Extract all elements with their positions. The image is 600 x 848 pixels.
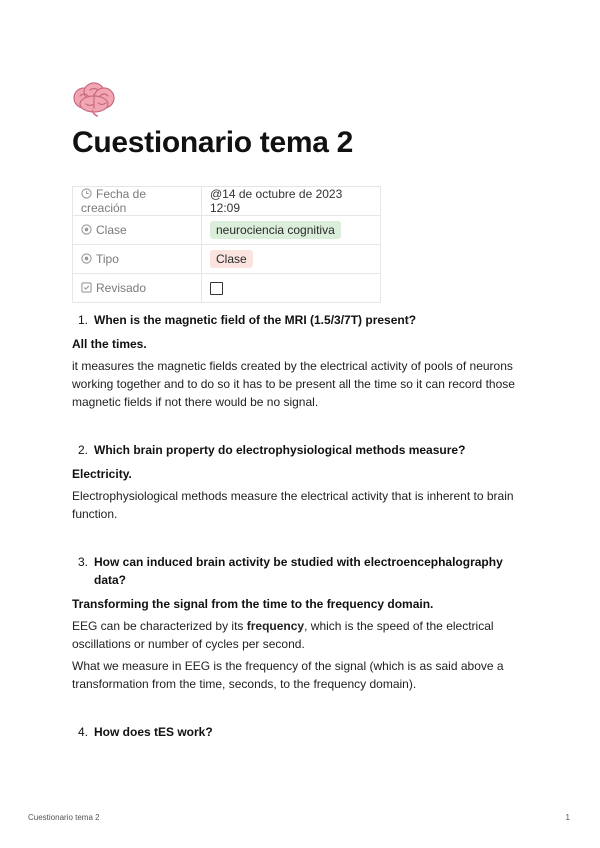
question-2 [72, 441, 532, 459]
footer-title: Cuestionario tema 2 [28, 813, 100, 822]
question-number: 1. [78, 313, 89, 327]
type-tag[interactable]: Clase [210, 250, 253, 268]
brain-icon [72, 80, 116, 118]
properties-table [72, 186, 381, 303]
question-number: 3. [78, 555, 89, 569]
question-4 [72, 723, 532, 741]
footer-page-number: 1 [565, 813, 570, 822]
property-key: Clase [96, 223, 127, 237]
answer-3: Transforming the signal from the time to the frequency domain. [72, 597, 434, 611]
question-number: 2. [78, 443, 89, 457]
property-key: Fecha de creación [81, 187, 147, 215]
question-1 [72, 311, 532, 329]
answer-1: All the times. [72, 337, 147, 351]
property-row [73, 274, 381, 303]
creation-date: @14 de octubre de 2023 12:09 [210, 187, 343, 215]
question-text: Which brain property do electrophysiological methods measure? [94, 443, 466, 457]
property-key: Revisado [96, 281, 147, 295]
select-icon [81, 253, 92, 264]
question-3 [72, 553, 532, 589]
property-row [73, 216, 381, 245]
question-text: When is the magnetic field of the MRI (1.5/3/7T) present? [94, 313, 417, 327]
clock-icon [81, 188, 92, 199]
questions-content [72, 311, 532, 741]
explanation-paragraph: it measures the magnetic fields created by the electrical activity of pools of neurons working together and to do so it has to be present all the time so it can record those magnetic fields if not there would be no signal. [72, 359, 515, 409]
emphasis-frequency: frequency [246, 619, 305, 633]
property-key: Tipo [96, 252, 119, 266]
question-text: How does tES work? [94, 725, 213, 739]
class-tag[interactable]: neurociencia cognitiva [210, 221, 341, 239]
explanation-paragraph: Electrophysiological methods measure the electrical activity that is inherent to brain function. [72, 489, 514, 521]
question-text: How can induced brain activity be studied with electroencephalography data? [94, 555, 503, 587]
select-icon [81, 224, 92, 235]
explanation-paragraph: EEG can be characterized by its frequency, which is the speed of the electrical oscillations or number of cycles per second. [72, 619, 494, 651]
answer-2: Electricity. [72, 467, 132, 481]
checkbox-icon [81, 282, 92, 293]
reviewed-checkbox[interactable] [210, 282, 223, 295]
page-title: Cuestionario tema 2 [72, 126, 354, 159]
property-row [73, 245, 381, 274]
question-number: 4. [78, 725, 89, 739]
property-row [73, 187, 381, 216]
explanation-paragraph: What we measure in EEG is the frequency of the signal (which is as said above a transformation from the time, seconds, to the frequency domain). [72, 659, 504, 691]
